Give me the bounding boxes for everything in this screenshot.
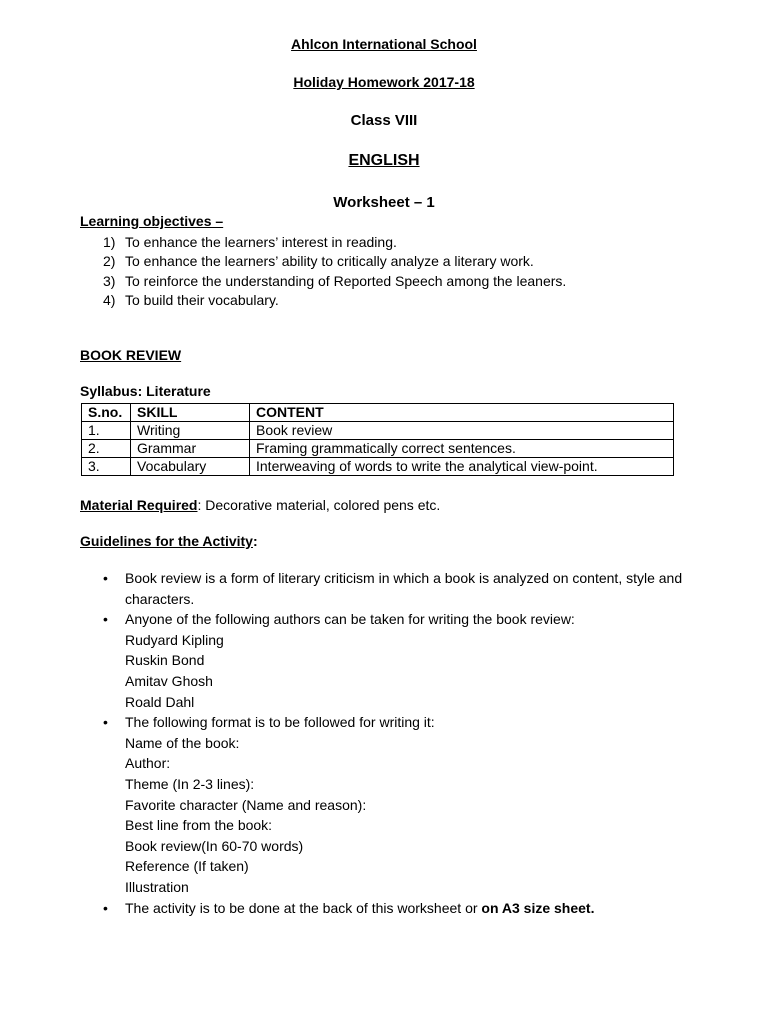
material-text: : Decorative material, colored pens etc. [197, 497, 441, 513]
table-cell: Grammar [131, 440, 250, 458]
table-row [82, 440, 674, 458]
book-review-heading: BOOK REVIEW [80, 347, 182, 363]
author-item: Rudyard Kipling [125, 631, 224, 648]
guidelines-heading: Guidelines for the Activity [80, 533, 253, 549]
table-cell: Book review [250, 422, 674, 440]
table-row [82, 458, 674, 476]
table-header-row [82, 404, 674, 422]
format-item: Book review(In 60-70 words) [125, 837, 304, 854]
list-item: • The following format is to be followed for writing it: Name of the book: Author: Theme (In 2-3 lines): Favorite character (Name and reason): Best line from the book: Book review(In 60-70 words) Reference (If taken) Illustration [103, 712, 743, 897]
list-item: 3) To reinforce the understanding of Reported Speech among the leaners. [103, 272, 567, 289]
material-line [80, 497, 440, 513]
table-cell: Framing grammatically correct sentences. [250, 440, 674, 458]
table-cell: Writing [131, 422, 250, 440]
objectives-list [103, 233, 566, 310]
bullet-icon: • [103, 570, 108, 586]
format-item: Favorite character (Name and reason): [125, 796, 367, 813]
format-item: Theme (In 2-3 lines): [125, 775, 255, 792]
worksheet-title: Worksheet – 1 [333, 194, 435, 211]
class-name: Class VIII [350, 112, 418, 129]
table-cell: Vocabulary [131, 458, 250, 476]
list-item: 2) To enhance the learners’ ability to critically analyze a literary work. [103, 253, 534, 270]
author-item: Roald Dahl [125, 693, 195, 710]
homework-title: Holiday Homework 2017-18 [293, 74, 475, 90]
table-row [82, 422, 674, 440]
objectives-heading: Learning objectives – [80, 213, 224, 229]
format-item: Reference (If taken) [125, 858, 249, 875]
guidelines-list [103, 568, 743, 918]
list-item: • The activity is to be done at the back of this worksheet or on A3 size sheet. [103, 898, 743, 919]
school-name: Ahlcon International School [291, 36, 477, 52]
author-item: Ruskin Bond [125, 652, 205, 669]
syllabus-table [81, 403, 674, 476]
list-item: • Book review is a form of literary criticism in which a book is analyzed on content, style and characters. [103, 570, 683, 607]
table-cell: 1. [82, 422, 131, 440]
list-item: • Anyone of the following authors can be taken for writing the book review: Rudyard Kipling Ruskin Bond Amitav Ghosh Roald Dahl [103, 609, 743, 712]
list-item: 4) To build their vocabulary. [103, 291, 279, 308]
table-cell: 3. [82, 458, 131, 476]
subject-title: ENGLISH [348, 152, 420, 169]
column-header: CONTENT [250, 404, 674, 422]
format-item: Name of the book: [125, 734, 240, 751]
format-item: Illustration [125, 878, 189, 895]
guidelines-heading-line [80, 533, 258, 549]
bullet-icon: • [103, 611, 108, 628]
syllabus-heading: Syllabus: Literature [80, 383, 211, 399]
format-item: Author: [125, 755, 171, 772]
bullet-icon: • [103, 899, 108, 916]
list-item: 1) To enhance the learners’ interest in reading. [103, 234, 397, 250]
bullet-icon: • [103, 714, 108, 731]
column-header: S.no. [82, 404, 131, 422]
column-header: SKILL [131, 404, 250, 422]
table-cell: Interweaving of words to write the analytical view-point. [250, 458, 674, 476]
author-item: Amitav Ghosh [125, 672, 213, 689]
table-cell: 2. [82, 440, 131, 458]
material-label: Material Required [80, 497, 198, 513]
format-item: Best line from the book: [125, 817, 273, 834]
guidelines-colon: : [252, 533, 258, 549]
